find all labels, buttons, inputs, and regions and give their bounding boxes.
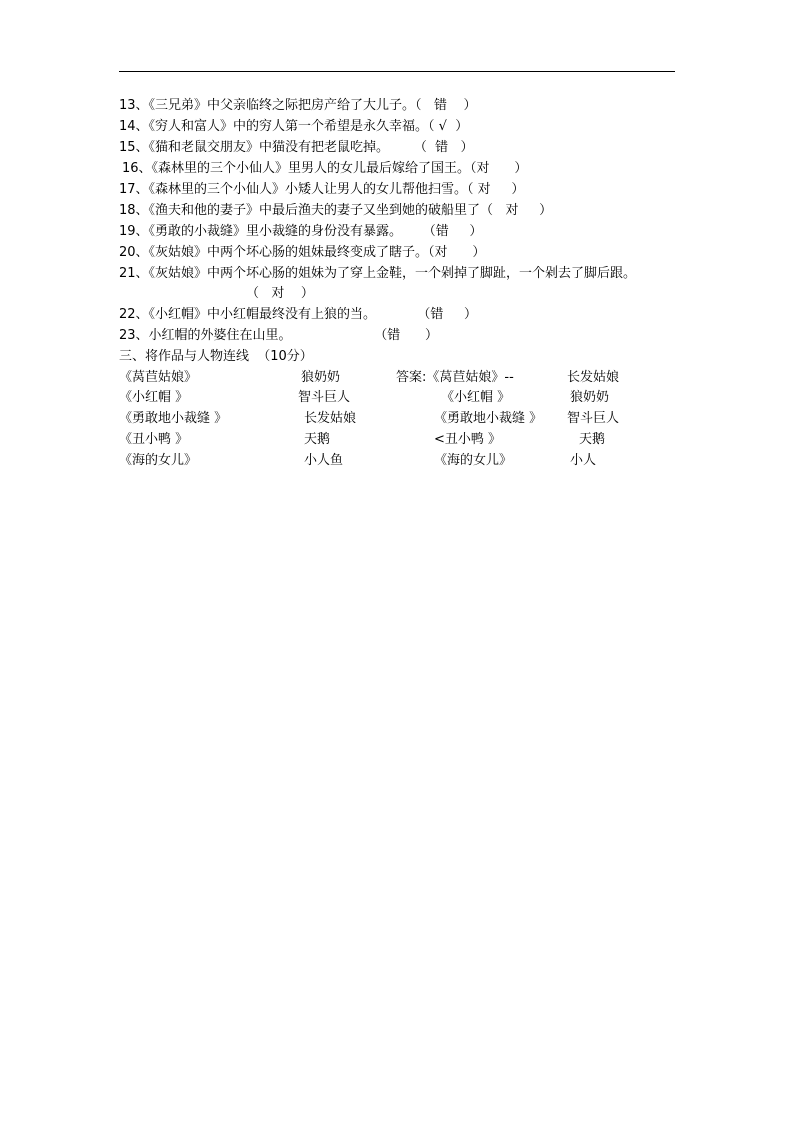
character-item: 智斗巨人 xyxy=(298,390,351,405)
question-14: 14、《穷人和富人》中的穷人第一个希望是永久幸福。（ √ ） xyxy=(119,119,469,134)
answer-work-item: 《海的女儿》 xyxy=(434,453,513,468)
answer-character-item: 小人 xyxy=(570,453,597,468)
work-item: 《海的女儿》 xyxy=(119,453,198,468)
header-rule xyxy=(119,71,675,72)
answer-character-item: 智斗巨人 xyxy=(567,411,620,426)
character-item: 狼奶奶 xyxy=(301,370,341,385)
question-20: 20、《灰姑娘》中两个坏心肠的姐妹最终变成了瞎子。（对 ） xyxy=(119,245,486,260)
character-item: 天鹅 xyxy=(304,432,331,447)
question-21-answer: （ 对 ） xyxy=(246,286,314,301)
section-title: 三、将作品与人物连线 （10分） xyxy=(119,349,313,364)
question-21: 21、《灰姑娘》中两个坏心肠的姐妹为了穿上金鞋，一个剁掉了脚趾，一个剁去了脚后跟。 xyxy=(119,266,637,281)
answer-character-item: 天鹅 xyxy=(579,432,606,447)
answer-work-item: 《小红帽 》 xyxy=(441,390,511,405)
question-16: 16、《森林里的三个小仙人》里男人的女儿最后嫁给了国王。（对 ） xyxy=(122,161,528,176)
question-17: 17、《森林里的三个小仙人》小矮人让男人的女儿帮他扫雪。（ 对 ） xyxy=(119,182,525,197)
answer-character-item: 狼奶奶 xyxy=(570,390,610,405)
question-15: 15、《猫和老鼠交朋友》中猫没有把老鼠吃掉。 （ 错 ） xyxy=(119,140,474,155)
answer-character-item: 长发姑娘 xyxy=(567,370,620,385)
work-item: 《丑小鸭 》 xyxy=(119,432,189,447)
answer-label: 答案:《莴苣姑娘》-- xyxy=(396,370,514,385)
work-item: 《莴苣姑娘》 xyxy=(119,370,198,385)
question-23: 23、小红帽的外婆住在山里。 （错 ） xyxy=(119,328,438,343)
answer-work-item: 《勇敢地小裁缝 》 xyxy=(434,411,543,426)
work-item: 《小红帽 》 xyxy=(119,390,189,405)
question-19: 19、《勇敢的小裁缝》里小裁缝的身份没有暴露。 （错 ） xyxy=(119,224,483,239)
question-18: 18、《渔夫和他的妻子》中最后渔夫的妻子又坐到她的破船里了（ 对 ） xyxy=(119,203,553,218)
character-item: 小人鱼 xyxy=(304,453,344,468)
character-item: 长发姑娘 xyxy=(304,411,357,426)
answer-work-item: <丑小鸭 》 xyxy=(434,432,502,447)
question-22: 22、《小红帽》中小红帽最终没有上狼的当。 （错 ） xyxy=(119,307,478,322)
question-13: 13、《三兄弟》中父亲临终之际把房产给了大儿子。（ 错 ） xyxy=(119,98,477,113)
work-item: 《勇敢地小裁缝 》 xyxy=(119,411,228,426)
